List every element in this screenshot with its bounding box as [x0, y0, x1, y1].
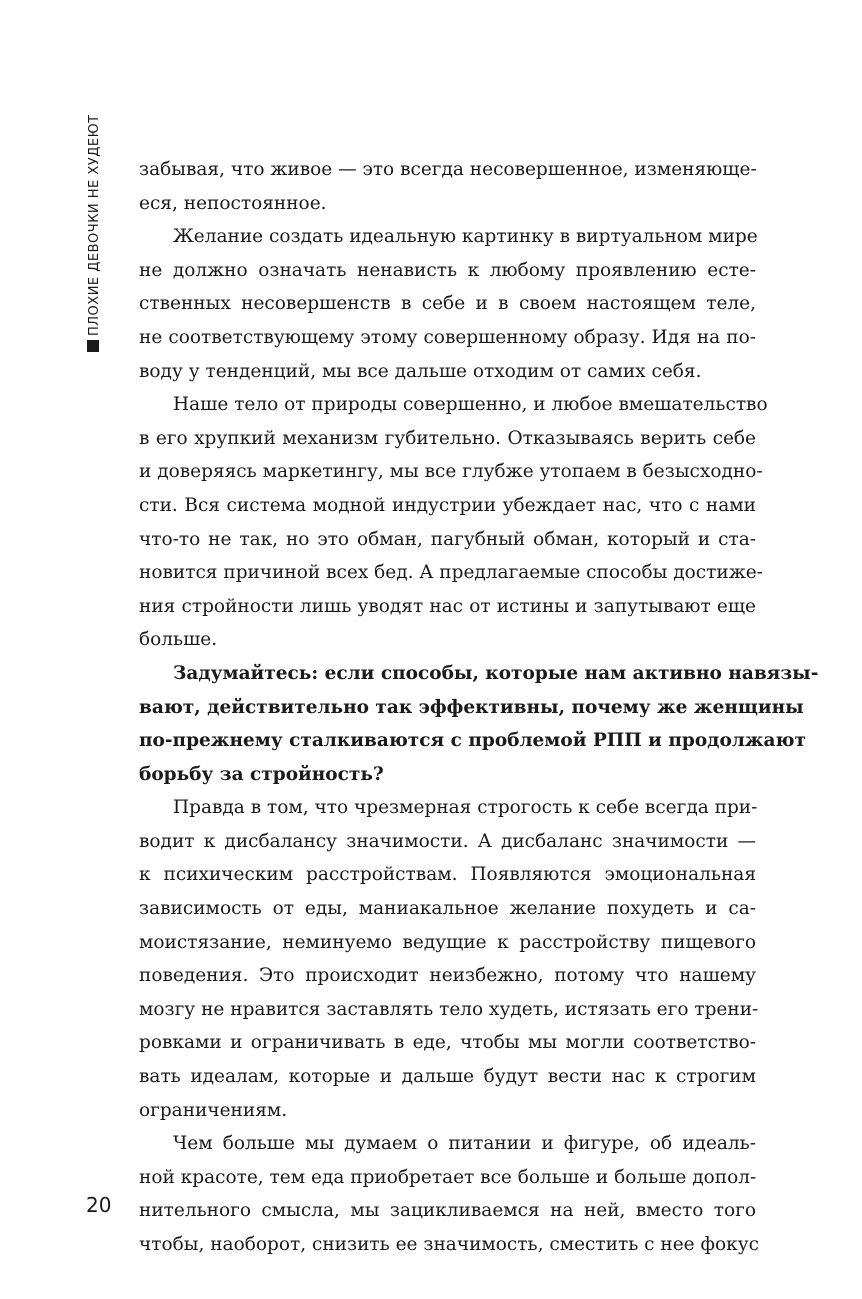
text-line: что-то не так, но это обман, пагубный обман, который и ста- [139, 528, 756, 550]
text-line: моистязание, неминуемо ведущие к расстройству пищевого [139, 931, 756, 953]
running-head-title: ПЛОХИЕ ДЕВОЧКИ НЕ ХУДЕЮТ [87, 114, 102, 336]
bold-text-line: Задумайтесь: если способы, которые нам активно навязы- [173, 662, 819, 684]
text-line: сти. Вся система модной индустрии убеждает нас, что с нами [139, 494, 756, 516]
text-line: мозгу не нравится заставлять тело худеть, истязать его трени- [139, 998, 759, 1020]
text-line: водит к дисбалансу значимости. А дисбаланс значимости — [139, 830, 756, 852]
text-line: новится причиной всех бед. А предлагаемые способы достиже- [139, 562, 763, 584]
text-line: ственных несовершенств в себе и в своем настоящем теле, [139, 293, 756, 315]
text-line: и доверяясь маркетингу, мы все глубже утопаем в безысходно- [139, 461, 763, 483]
text-line: ной красоте, тем еда приобретает все больше и больше допол- [139, 1166, 757, 1188]
page-number: 20 [86, 1193, 112, 1217]
text-line: к психическим расстройствам. Появляются эмоциональная [139, 864, 756, 886]
text-line: ния стройности лишь уводят нас от истины и запутывают еще [139, 595, 756, 617]
text-line: вать идеалам, которые и дальше будут вести нас к строгим [139, 1066, 756, 1088]
text-line: Правда в том, что чрезмерная строгость к себе всегда при- [173, 797, 758, 819]
text-line: зависимость от еды, маниакальное желание похудеть и са- [139, 898, 756, 920]
running-head [86, 114, 106, 358]
text-line: воду у тенденций, мы все дальше отходим от самих себя. [139, 360, 702, 382]
text-line: в его хрупкий механизм губительно. Отказываясь верить себе [139, 427, 756, 449]
body-text [139, 153, 819, 1262]
text-line: поведения. Это происходит неизбежно, потому что нашему [139, 965, 756, 987]
text-line: ровками и ограничивать в еде, чтобы мы могли соответство- [139, 1032, 756, 1054]
text-line: не должно означать ненависть к любому проявлению есте- [139, 259, 756, 281]
text-line: больше. [139, 629, 218, 651]
text-line: нительного смысла, мы зацикливаемся на ней, вместо того [139, 1200, 756, 1222]
bold-text-line: по-прежнему сталкиваются с проблемой РПП и продолжают [139, 730, 806, 752]
text-line: Наше тело от природы совершенно, и любое вмешательство [173, 394, 768, 416]
text-line: ограничениям. [139, 1099, 288, 1121]
bold-text-line: борьбу за стройность? [139, 763, 384, 785]
text-line: Желание создать идеальную картинку в виртуальном мире [173, 226, 758, 248]
running-head-square-marker [87, 340, 99, 352]
text-line: чтобы, наоборот, снизить ее значимость, сместить с нее фокус [139, 1234, 759, 1255]
text-line: забывая, что живое — это всегда несовершенное, изменяюще- [139, 159, 757, 180]
bold-text-line: вают, действительно так эффективны, почему же женщины [139, 696, 804, 718]
text-line: еся, непостоянное. [139, 192, 327, 214]
text-line: Чем больше мы думаем о питании и фигуре, об идеаль- [173, 1133, 756, 1155]
text-line: не соответствующему этому совершенному образу. Идя на по- [139, 326, 756, 348]
